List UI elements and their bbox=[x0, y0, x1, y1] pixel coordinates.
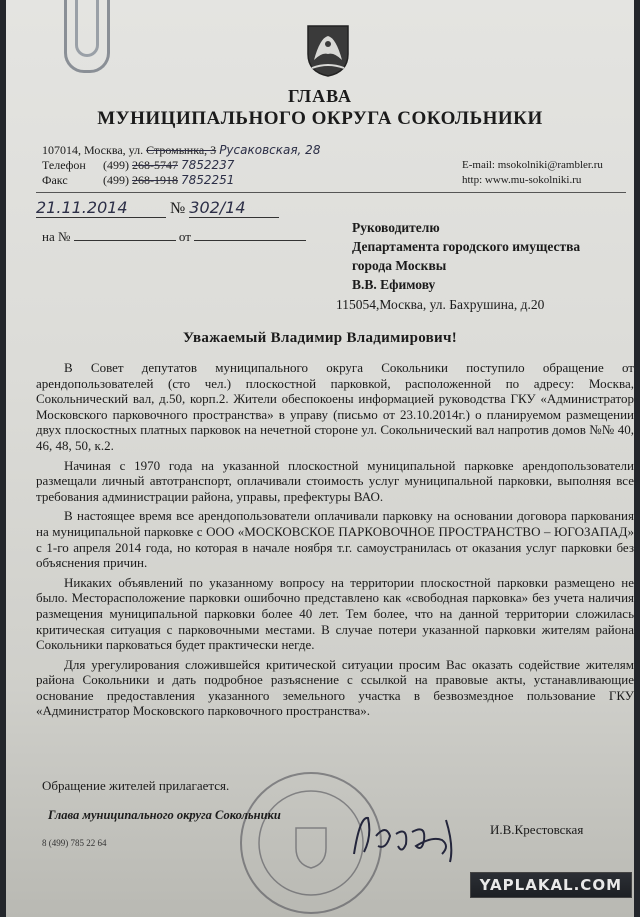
fax-row bbox=[42, 173, 362, 188]
website-text: http: www.mu-sokolniki.ru bbox=[462, 174, 582, 186]
coat-of-arms-icon bbox=[306, 24, 350, 78]
address-prefix: 107014, Москва, ул. bbox=[42, 143, 144, 157]
executor-phone: 8 (499) 785 22 64 bbox=[42, 838, 107, 848]
phone-label: Телефон bbox=[42, 158, 86, 172]
signatory-title: Глава муниципального округа Сокольники bbox=[48, 808, 281, 822]
fax-handwritten: 7852251 bbox=[181, 173, 235, 187]
addressee-line2: Департамента городского имущества bbox=[352, 239, 581, 254]
phone-code: (499) bbox=[103, 158, 129, 172]
registration-number-sign: № bbox=[170, 200, 186, 217]
registration-number: 302/14 bbox=[189, 198, 279, 218]
registration-line bbox=[36, 198, 279, 218]
reference-date-blank bbox=[194, 228, 306, 241]
body-paragraph-1: В Совет депутатов муниципального округа Сокольники поступило обращение от арендопользователей (сто чел.) плоскостной парковкой, расположенной по адресу: Москва, Сокольнический вал, д.50, корп.2. Жители обеспокоены информацией руководства ГКУ «Администратор Московского парковочного пространства» в управу (письмо от 23.10.2014г.) о планируемом размещении двух плоскостных платных парковок на нечетной стороне ул. Сокольнический вал напротив домов №№ 40, 46, 48, 50, к.2. bbox=[36, 360, 634, 453]
letterhead-online bbox=[462, 158, 634, 188]
addressee-block bbox=[352, 218, 634, 294]
letter-page bbox=[6, 0, 634, 917]
handwritten-signature bbox=[346, 806, 476, 866]
fax-label: Факс bbox=[42, 173, 68, 187]
enclosure-note: Обращение жителей прилагается. bbox=[42, 778, 230, 793]
addressee-line3: города Москвы bbox=[352, 258, 447, 273]
body-paragraph-4: Никаких объявлений по указанному вопросу на территории плоскостной парковки размещено не было. Месторасположение парковки ошибочно представлено как «свободная парковка» без учета наличия размещения муниципальной парковки более 40 лет. Тем более, что на данной территории сложилась критическая ситуация с парковочными местами. В случае потери указанной парковки жителям района Сокольники парковаться будет практически негде. bbox=[36, 574, 634, 653]
reference-line bbox=[42, 228, 306, 245]
phone-row bbox=[42, 158, 362, 173]
email-text: E-mail: msokolniki@rambler.ru bbox=[462, 159, 603, 171]
letterhead-title-line2: МУНИЦИПАЛЬНОГО ОКРУГА СОКОЛЬНИКИ bbox=[97, 108, 543, 129]
addressee-line4: В.В. Ефимову bbox=[352, 277, 436, 292]
letterhead-contacts bbox=[42, 143, 362, 188]
fax-struck: 268-1918 bbox=[132, 173, 178, 187]
salutation: Уважаемый Владимир Владимирович! bbox=[182, 330, 458, 346]
addressee-street: 115054,Москва, ул. Бахрушина, д.20 bbox=[336, 297, 545, 312]
reference-from: от bbox=[178, 229, 191, 244]
letter-body bbox=[36, 360, 634, 723]
reference-number-blank bbox=[74, 228, 176, 241]
fax-code: (499) bbox=[103, 173, 129, 187]
addressee-line1: Руководителю bbox=[352, 220, 440, 235]
reference-prefix: на № bbox=[42, 229, 71, 244]
letterhead-title-line1: ГЛАВА bbox=[287, 86, 353, 106]
paper-clip bbox=[64, 0, 110, 73]
address-struck: Стромынка, 3 bbox=[146, 143, 217, 157]
phone-struck: 268-5747 bbox=[132, 158, 178, 172]
signatory-name: И.В.Крестовская bbox=[490, 822, 584, 837]
site-watermark: YAPLAKAL.COM bbox=[470, 872, 632, 898]
phone-handwritten: 7852237 bbox=[181, 158, 235, 172]
address-row bbox=[42, 143, 362, 158]
body-paragraph-3: В настоящее время все арендопользователи оплачивали парковку на основании договора паркования на муниципальной парковке с ООО «МОСКОВСКОЕ ПАРКОВОЧНОЕ ПРОСТРАНСТВО – ЮГОЗАПАД» с 1-го апреля 2014 года, но которая в начале ноября т.г. самоустранилась от оказания услуг парковки без объяснения причин. bbox=[36, 508, 634, 571]
body-paragraph-2: Начиная с 1970 года на указанной плоскостной муниципальной парковке арендопользователи размещали личный автотранспорт, оплачивали стоимость услуг муниципальной парковки, выполняя все требования администрации района, управы, префектуры ВАО. bbox=[36, 457, 634, 504]
address-handwritten: Русаковская, 28 bbox=[219, 143, 321, 157]
body-paragraph-5: Для урегулирования сложившейся критической ситуации просим Вас оказать содействие жителям района Сокольники и дать подробное разъяснение с ссылкой на правовые акты, устанавливающие основание предоставления указанного земельного участка в безвозмездное пользование ГКУ «Администратор Московского парковочного пространства». bbox=[36, 656, 634, 719]
letterhead-divider bbox=[36, 192, 626, 193]
registration-date: 21.11.2014 bbox=[36, 198, 166, 218]
